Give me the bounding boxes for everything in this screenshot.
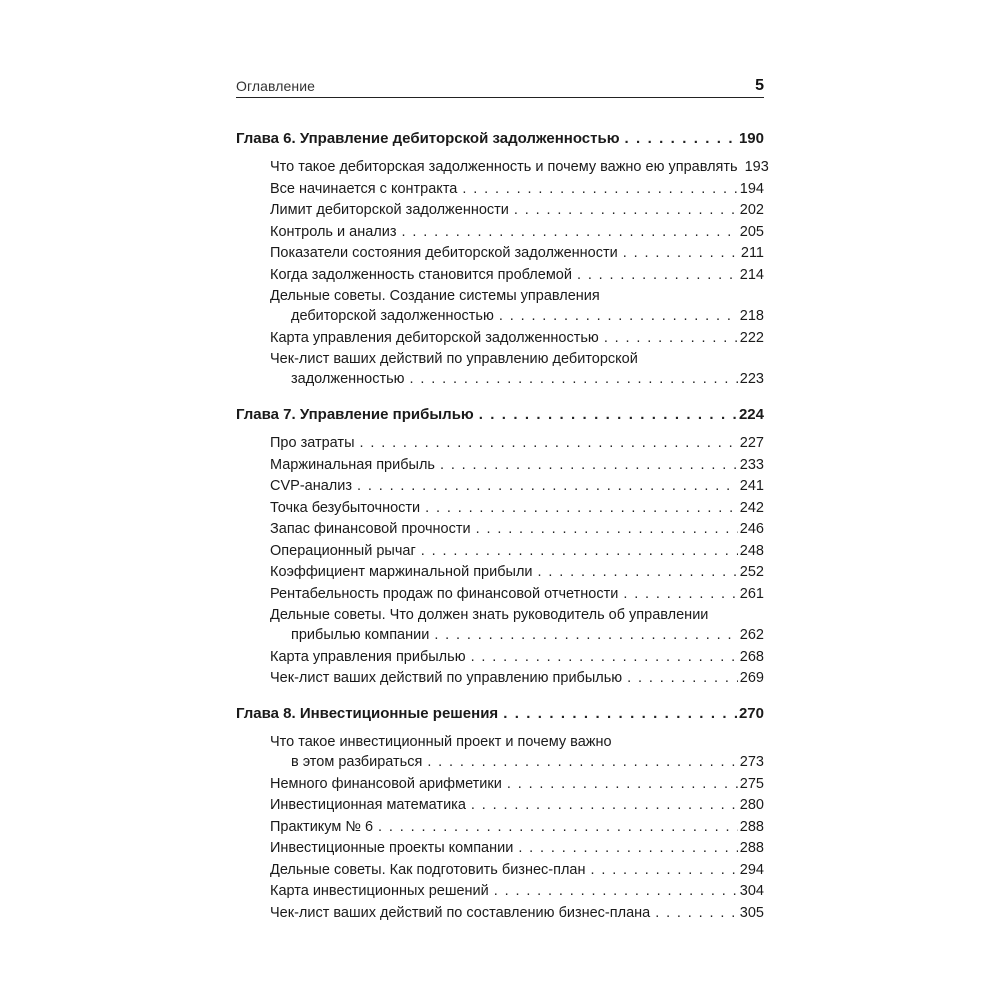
dot-leader <box>440 455 738 476</box>
entry-page: 222 <box>739 329 764 346</box>
entry-title: Практикум № 6 <box>270 818 374 835</box>
book-page <box>236 0 769 1000</box>
dot-leader <box>503 703 737 725</box>
entry-page: 252 <box>739 564 764 580</box>
dot-leader <box>425 498 738 519</box>
dot-leader <box>402 222 738 243</box>
toc-entry[interactable] <box>270 498 764 519</box>
toc-entry[interactable] <box>270 541 764 562</box>
toc-entry[interactable] <box>270 774 764 795</box>
toc-chapter <box>236 703 764 924</box>
entry-title: Инвестиционная математика <box>270 797 466 813</box>
dot-leader <box>476 519 738 540</box>
entry-title-line: Что такое инвестиционный проект и почему важно <box>270 734 612 750</box>
chapter-title: Глава 7. Управление прибылью <box>236 406 474 423</box>
chapter-entries <box>236 157 769 390</box>
entry-title: Коэффициент маржинальной прибыли <box>270 564 533 580</box>
entry-page: 288 <box>739 818 764 835</box>
dot-leader <box>514 200 738 221</box>
entry-title: Точка безубыточности <box>270 499 421 516</box>
running-header-title: Оглавление <box>236 78 316 94</box>
dot-leader <box>499 306 738 327</box>
chapter-page: 270 <box>738 705 764 722</box>
dot-leader <box>471 647 738 668</box>
entry-title: Карта управления прибылью <box>270 648 466 665</box>
entry-title: Про затраты <box>270 435 355 451</box>
chapter-heading[interactable] <box>236 703 764 725</box>
chapter-heading[interactable] <box>236 404 764 426</box>
dot-leader <box>507 774 738 795</box>
entry-title: задолженностью <box>291 371 405 387</box>
toc-entry[interactable] <box>270 179 764 200</box>
toc-entry[interactable] <box>270 476 764 497</box>
entry-page: 280 <box>739 797 764 813</box>
table-of-contents <box>236 128 769 938</box>
entry-page: 262 <box>739 627 764 643</box>
dot-leader <box>421 541 738 562</box>
chapter-heading[interactable] <box>236 128 764 150</box>
toc-entry[interactable] <box>270 584 764 605</box>
entry-title: Лимит дебиторской задолженности <box>270 202 509 218</box>
entry-page: 269 <box>739 670 764 686</box>
toc-entry[interactable] <box>270 903 764 924</box>
entry-title: Что такое дебиторская задолженность и почему важно ею управлять <box>270 159 738 175</box>
toc-entry[interactable] <box>270 157 769 178</box>
toc-entry[interactable] <box>270 433 764 454</box>
entry-title-line: Дельные советы. Что должен знать руководитель об управлении <box>270 607 709 623</box>
dot-leader <box>357 476 738 497</box>
dot-leader <box>410 369 738 390</box>
entry-title: Контроль и анализ <box>270 223 397 240</box>
entry-title: Чек-лист ваших действий по составлению бизнес-плана <box>270 904 651 921</box>
entry-title: Операционный рычаг <box>270 542 416 559</box>
toc-entry[interactable] <box>270 328 764 349</box>
dot-leader <box>604 328 738 349</box>
dot-leader <box>627 668 738 689</box>
entry-page: 205 <box>739 223 764 240</box>
entry-title: Дельные советы. Как подготовить бизнес-план <box>270 861 586 878</box>
entry-page: 194 <box>739 180 764 197</box>
dot-leader <box>360 433 738 454</box>
entry-page: 211 <box>740 245 764 261</box>
toc-entry[interactable] <box>270 838 764 859</box>
entry-page: 268 <box>739 648 764 665</box>
entry-title: Немного финансовой арифметики <box>270 775 502 792</box>
dot-leader <box>427 752 737 773</box>
toc-entry[interactable] <box>270 817 764 838</box>
toc-entry[interactable] <box>270 243 764 264</box>
entry-title: Показатели состояния дебиторской задолженности <box>270 245 618 261</box>
entry-page: 202 <box>739 202 764 218</box>
chapter-title: Глава 8. Инвестиционные решения <box>236 705 499 722</box>
entry-page: 223 <box>739 371 764 387</box>
entry-page: 305 <box>739 904 764 921</box>
entry-title: CVP-анализ <box>270 478 352 494</box>
entry-title-line: Дельные советы. Создание системы управления <box>270 288 600 304</box>
toc-entry[interactable] <box>270 605 764 646</box>
dot-leader <box>479 404 737 426</box>
toc-entry[interactable] <box>270 647 764 668</box>
entry-title: в этом разбираться <box>291 754 423 770</box>
page-number: 5 <box>755 77 764 94</box>
entry-title: Карта управления дебиторской задолженностью <box>270 329 599 346</box>
dot-leader <box>623 584 737 605</box>
toc-chapter <box>236 404 764 689</box>
entry-page: 241 <box>739 478 764 494</box>
entry-page: 304 <box>739 883 764 899</box>
toc-entry[interactable] <box>270 732 764 773</box>
entry-title-line: Чек-лист ваших действий по управлению дебиторской <box>270 351 638 367</box>
toc-entry[interactable] <box>270 881 764 902</box>
dot-leader <box>623 243 739 264</box>
chapter-page: 190 <box>738 130 764 147</box>
toc-chapter <box>236 128 769 390</box>
entry-title: Карта инвестиционных решений <box>270 883 489 899</box>
entry-page: 248 <box>739 542 764 559</box>
entry-title: Чек-лист ваших действий по управлению прибылью <box>270 670 623 686</box>
entry-title: Запас финансовой прочности <box>270 521 471 537</box>
dot-leader <box>518 838 737 859</box>
dot-leader <box>538 562 738 583</box>
header-rule <box>236 97 764 98</box>
entry-title: дебиторской задолженностью <box>291 308 494 324</box>
entry-title: прибылью компании <box>291 627 430 643</box>
entry-page: 294 <box>739 861 764 878</box>
entry-page: 242 <box>739 499 764 516</box>
entry-page: 273 <box>739 754 764 770</box>
toc-entry[interactable] <box>270 519 764 540</box>
toc-entry[interactable] <box>270 200 764 221</box>
toc-entry[interactable] <box>270 349 764 390</box>
entry-title: Маржинальная прибыль <box>270 456 435 473</box>
entry-title: Рентабельность продаж по финансовой отчетности <box>270 585 619 602</box>
chapter-entries <box>236 433 764 689</box>
entry-page: 193 <box>744 159 769 175</box>
dot-leader <box>655 903 738 924</box>
chapter-entries <box>236 732 764 924</box>
dot-leader <box>378 817 738 838</box>
entry-page: 246 <box>739 521 764 537</box>
toc-entry[interactable] <box>270 286 764 327</box>
entry-page: 288 <box>739 840 764 856</box>
entry-title: Инвестиционные проекты компании <box>270 840 514 856</box>
toc-entry[interactable] <box>270 562 764 583</box>
dot-leader <box>625 128 737 150</box>
toc-entry[interactable] <box>270 860 764 881</box>
toc-entry[interactable] <box>270 265 764 286</box>
chapter-page: 224 <box>738 406 764 423</box>
toc-entry[interactable] <box>270 795 764 816</box>
entry-title: Когда задолженность становится проблемой <box>270 266 572 283</box>
entry-title: Все начинается с контракта <box>270 180 458 197</box>
entry-page: 214 <box>739 266 764 283</box>
dot-leader <box>590 860 737 881</box>
running-header <box>236 76 764 98</box>
entry-page: 275 <box>739 775 764 792</box>
entry-page: 233 <box>739 456 764 473</box>
toc-entry[interactable] <box>270 668 764 689</box>
dot-leader <box>577 265 738 286</box>
entry-page: 261 <box>739 585 764 602</box>
entry-page: 218 <box>739 308 764 324</box>
dot-leader <box>494 881 738 902</box>
chapter-title: Глава 6. Управление дебиторской задолженностью <box>236 130 620 147</box>
dot-leader <box>471 795 738 816</box>
toc-entry[interactable] <box>270 455 764 476</box>
toc-entry[interactable] <box>270 222 764 243</box>
dot-leader <box>434 625 737 646</box>
dot-leader <box>462 179 737 200</box>
entry-page: 227 <box>739 435 764 451</box>
